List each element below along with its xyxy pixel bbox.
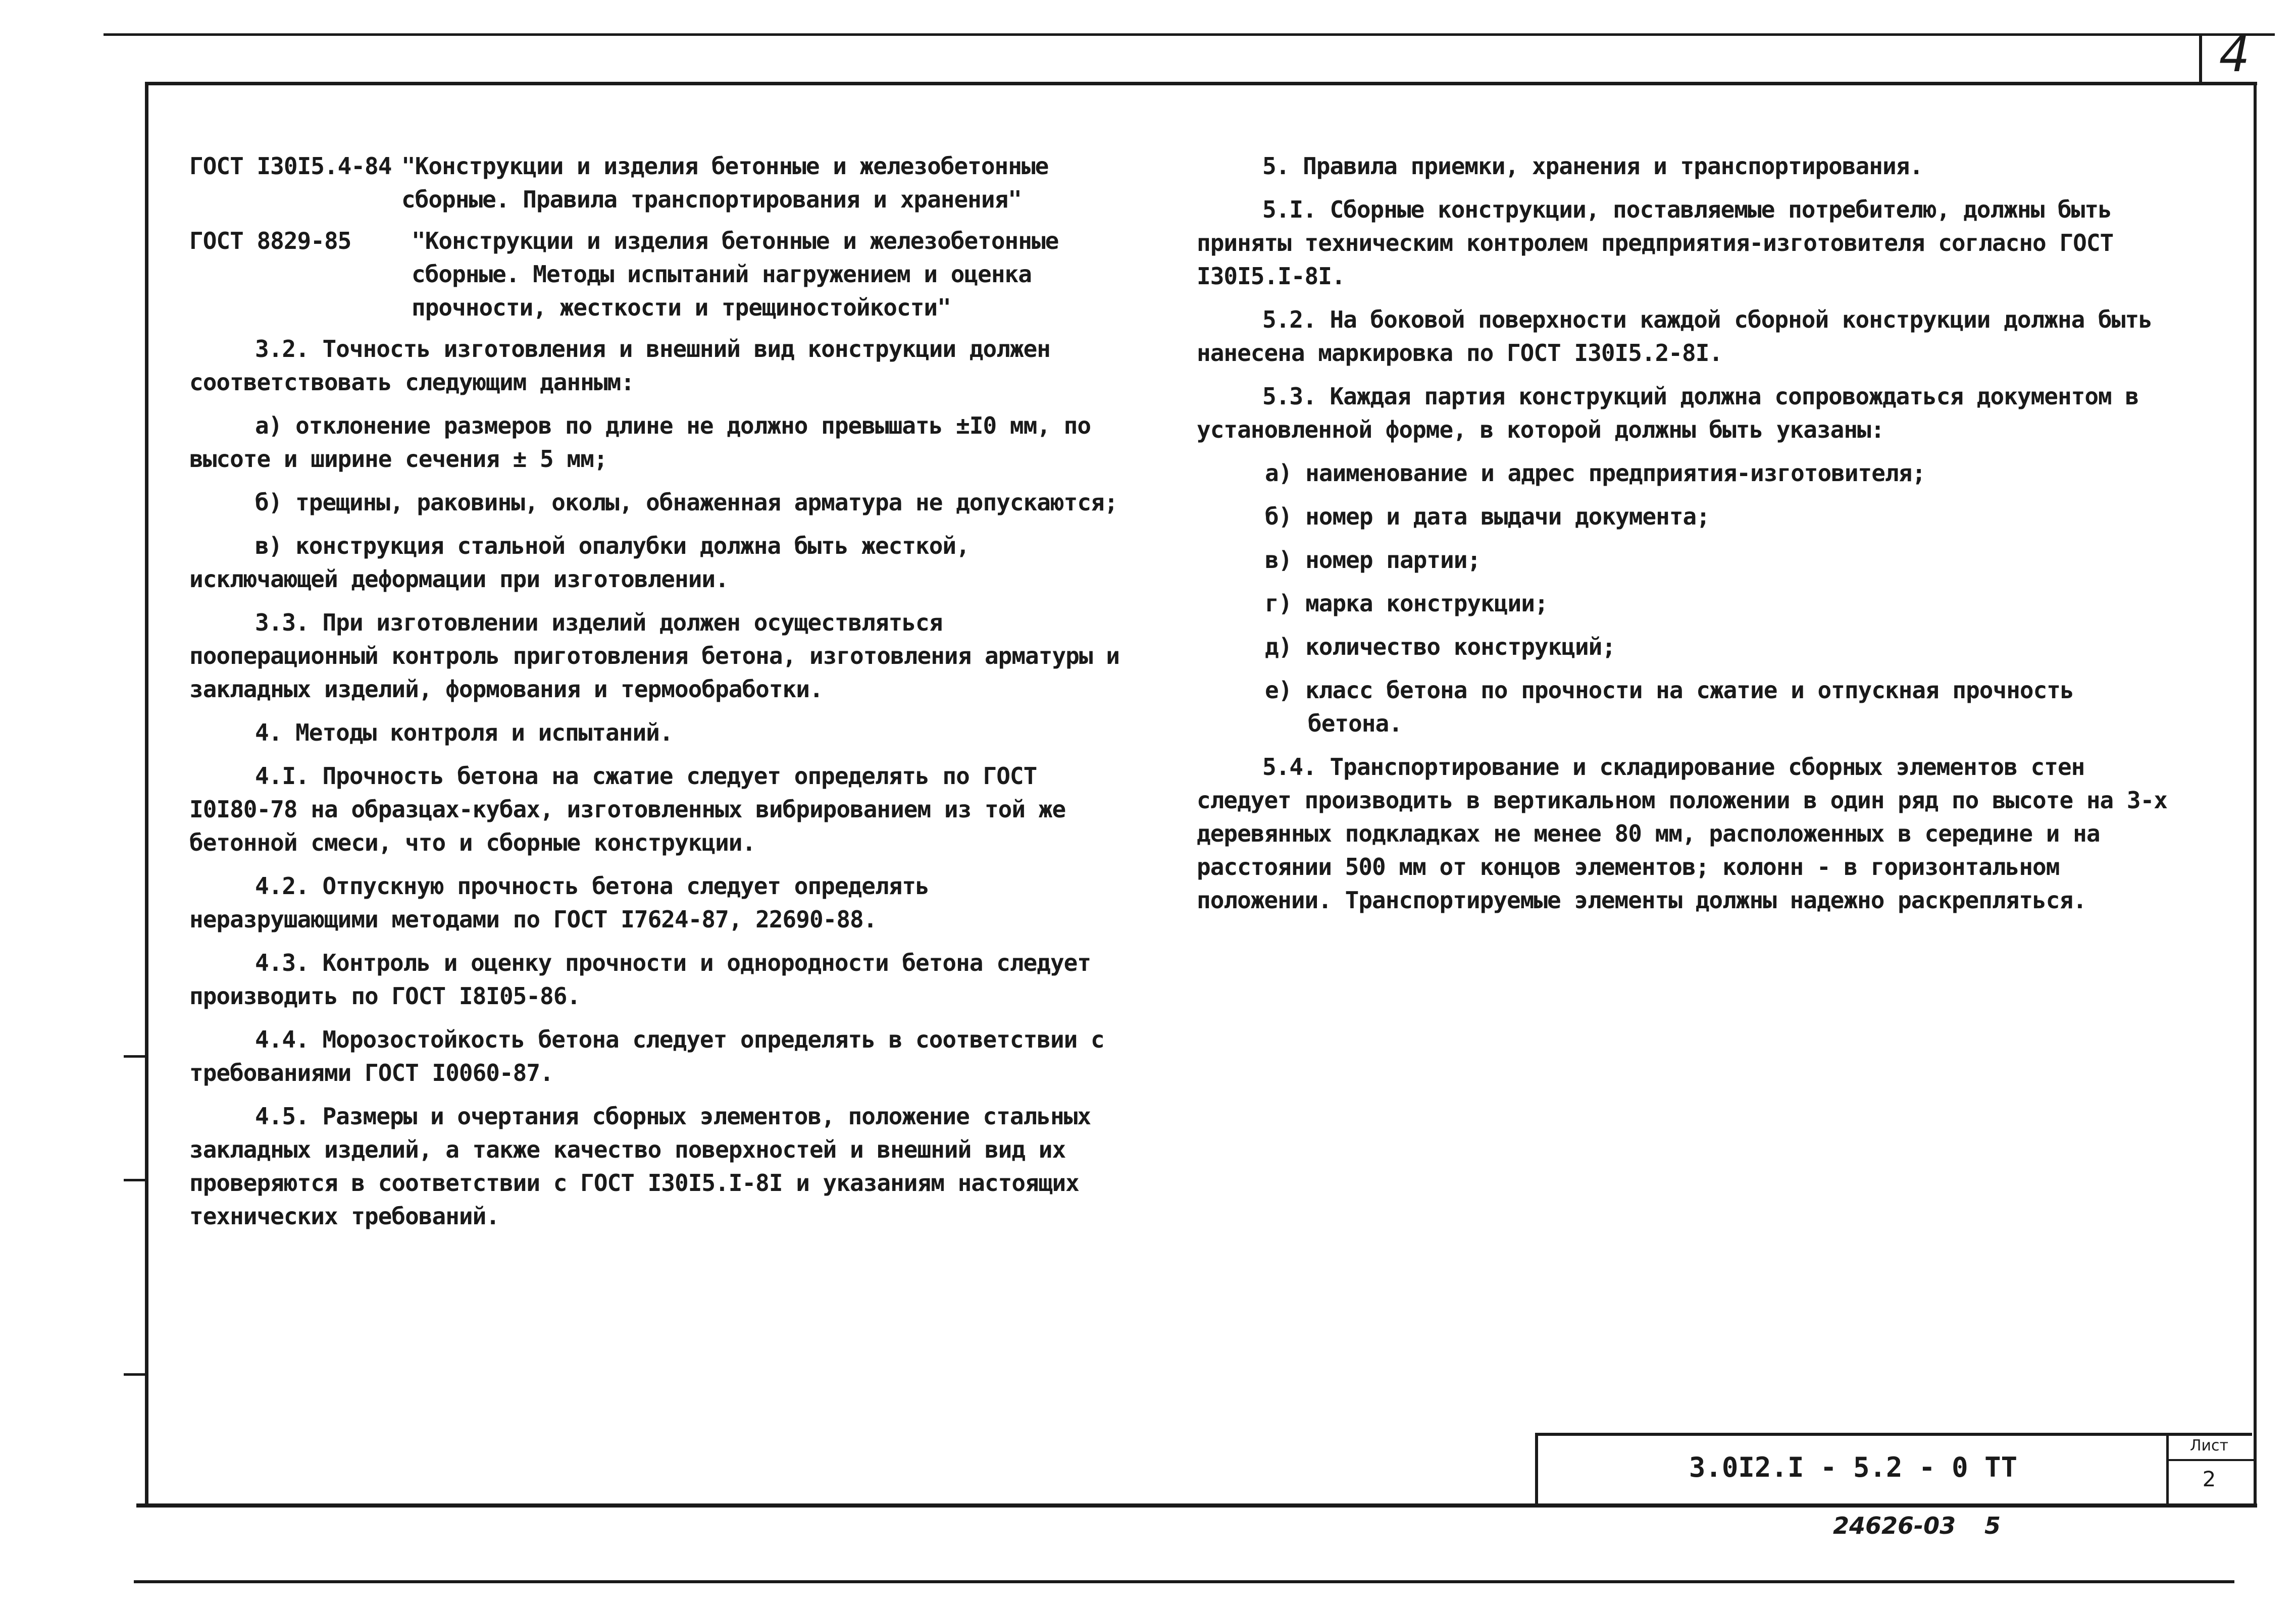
frame-top <box>146 82 2257 85</box>
paragraph-4-3: 4.3. Контроль и оценку прочности и однородности бетона следует производить по ГОСТ I8I05-86. <box>189 949 1091 1010</box>
margin-tick <box>124 1373 146 1376</box>
paragraph-4-5: 4.5. Размеры и очертания сборных элементов, положение стальных закладных изделий, а также качество поверхностей и внешний вид их проверяются в соответствии с ГОСТ I30I5.I-8I и указаниям настоящих технических требований. <box>189 1103 1091 1230</box>
sheet-value: 2 <box>2202 1467 2216 1491</box>
paragraph-4-2: 4.2. Отпускную прочность бетона следует определять неразрушающими методами по ГОСТ I7624-87, 22690-88. <box>189 872 929 933</box>
reference-item <box>189 149 1129 216</box>
frame-right <box>2254 82 2257 1505</box>
section-4-heading: 4. Методы контроля и испытаний. <box>255 719 673 746</box>
document-code: 3.0I2.I - 5.2 - 0 ТТ <box>1689 1451 2018 1483</box>
paragraph-3-3: 3.3. При изготовлении изделий должен осуществляться пооперационный контроль приготовления бетона, изготовления арматуры и закладных изделий, формования и термообработки. <box>189 609 1119 703</box>
frame-left <box>145 82 148 1505</box>
margin-tick <box>124 1179 146 1181</box>
reference-text: "Конструкции и изделия бетонные и железобетонные сборные. Правила транспортирования и хранения" <box>401 152 1049 213</box>
reference-code: ГОСТ I30I5.4-84 <box>189 152 392 180</box>
list-item: г) марка конструкции; <box>1265 590 1548 617</box>
top-rule <box>104 33 2275 36</box>
paragraph-3-2: 3.2. Точность изготовления и внешний вид конструкции должен соответствовать следующим данным: <box>189 335 1050 396</box>
list-item: е) класс бетона по прочности на сжатие и отпускная прочность бетона. <box>1265 677 2074 737</box>
paragraph-3-2-b: б) трещины, раковины, околы, обнаженная арматура не допускаются; <box>255 489 1118 516</box>
paragraph-5-4: 5.4. Транспортирование и складирование сборных элементов стен следует производить в вертикальном положении в один ряд по высоте на 3-х деревянных подкладках не менее 80 мм, расположенных в середине и на расстоянии 500 мм от концов элементов; колонн - в горизонтальном положении. Транспортируемые элементы должны надежно раскрепляться. <box>1197 753 2167 914</box>
inventory-number: 24626-03 <box>1833 1512 1956 1539</box>
title-block-top <box>1535 1433 2252 1436</box>
paragraph-5-3: 5.3. Каждая партия конструкций должна сопровождаться документом в установленной форме, в которой должны быть указаны: <box>1197 383 2139 443</box>
paragraph-5-2: 5.2. На боковой поверхности каждой сборной конструкции должна быть нанесена маркировка по ГОСТ I30I5.2-8I. <box>1197 306 2152 367</box>
frame-bottom <box>136 1503 2257 1508</box>
paragraph-4-1: 4.I. Прочность бетона на сжатие следует определять по ГОСТ I0I80-78 на образцах-кубах, изготовленных вибрированием из той же бетонной смеси, что и сборные конструкции. <box>189 762 1066 856</box>
reference-item <box>189 224 1129 324</box>
inventory-page: 5 <box>1984 1512 2001 1539</box>
list-item: б) номер и дата выдачи документа; <box>1265 503 1710 530</box>
section-5-heading: 5. Правила приемки, хранения и транспортирования. <box>1262 152 1923 180</box>
left-column <box>189 149 1129 1243</box>
sheet-number: 4 <box>2219 26 2250 83</box>
title-block-left <box>1535 1433 1538 1506</box>
paragraph-4-4: 4.4. Морозостойкость бетона следует определять в соответствии с требованиями ГОСТ I0060-87. <box>189 1026 1104 1086</box>
paragraph-5-1: 5.I. Сборные конструкции, поставляемые потребителю, должны быть приняты техническим контролем предприятия-изготовителя согласно ГОСТ I30I5.I-8I. <box>1197 196 2114 290</box>
list-item: а) наименование и адрес предприятия-изготовителя; <box>1265 459 1926 487</box>
sheet-box-left <box>2199 33 2202 84</box>
list-item: в) номер партии; <box>1265 546 1481 574</box>
reference-text: "Конструкции и изделия бетонные и железобетонные сборные. Методы испытаний нагружением и оценка прочности, жесткости и трещиностойкости" <box>412 227 1059 321</box>
title-block-cell <box>2166 1459 2255 1461</box>
bottom-rule <box>134 1580 2234 1583</box>
reference-code: ГОСТ 8829-85 <box>189 227 351 254</box>
sheet-label: Лист <box>2189 1437 2229 1455</box>
margin-tick <box>124 1055 146 1058</box>
paragraph-3-2-a: а) отклонение размеров по длине не должно превышать ±I0 мм, по высоте и ширине сечения ± 5 мм; <box>189 412 1091 473</box>
title-block-divider <box>2166 1433 2169 1506</box>
list-item: д) количество конструкций; <box>1265 633 1616 660</box>
right-column <box>1197 149 2171 927</box>
paragraph-3-2-v: в) конструкция стальной опалубки должна быть жесткой, исключающей деформации при изготовлении. <box>189 532 970 593</box>
